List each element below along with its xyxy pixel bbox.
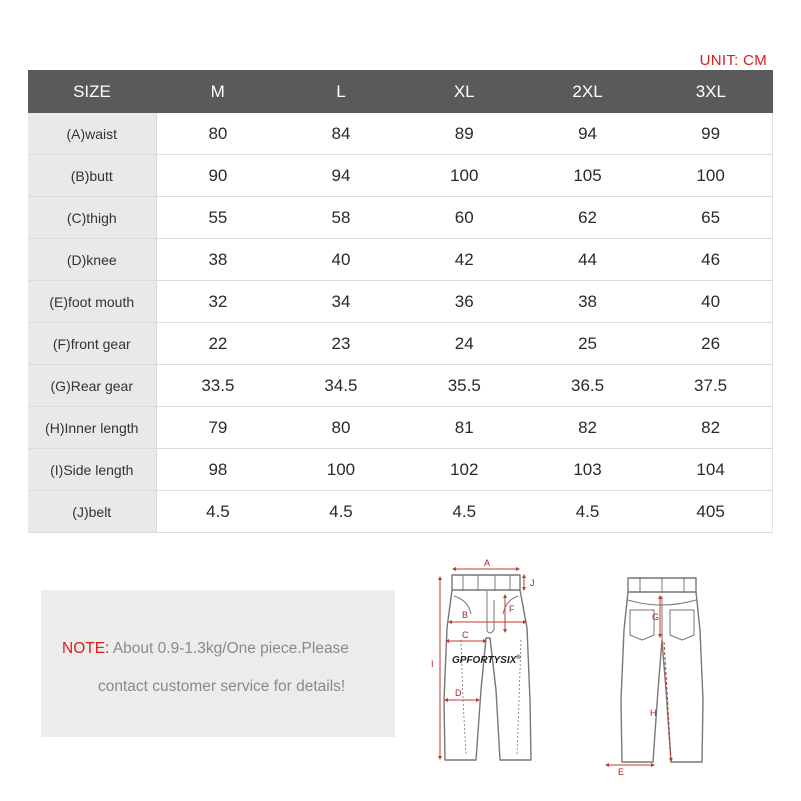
marker-b: B: [462, 610, 469, 620]
table-cell: 37.5: [649, 365, 772, 407]
marker-f: F: [509, 604, 515, 614]
header-size: SIZE: [28, 70, 156, 113]
note-label: NOTE:: [62, 640, 110, 657]
table-cell: 38: [526, 281, 649, 323]
row-label: (A)waist: [28, 113, 156, 155]
table-cell: 23: [279, 323, 402, 365]
marker-g: G: [652, 612, 660, 622]
table-cell: 4.5: [526, 491, 649, 533]
header-xl: XL: [403, 70, 526, 113]
table-cell: 42: [403, 239, 526, 281]
table-cell: 100: [649, 155, 772, 197]
marker-a: A: [484, 558, 491, 568]
table-cell: 24: [403, 323, 526, 365]
table-cell: 34.5: [279, 365, 402, 407]
table-cell: 60: [403, 197, 526, 239]
table-cell: 4.5: [279, 491, 402, 533]
table-cell: 90: [156, 155, 279, 197]
table-cell: 100: [403, 155, 526, 197]
row-label: (G)Rear gear: [28, 365, 156, 407]
table-cell: 105: [526, 155, 649, 197]
table-cell: 103: [526, 449, 649, 491]
table-cell: 65: [649, 197, 772, 239]
table-cell: 102: [403, 449, 526, 491]
row-label: (D)knee: [28, 239, 156, 281]
row-label: (B)butt: [28, 155, 156, 197]
table-cell: 44: [526, 239, 649, 281]
table-cell: 62: [526, 197, 649, 239]
table-cell: 89: [403, 113, 526, 155]
unit-label: UNIT: CM: [699, 52, 767, 69]
note-line-2: contact customer service for details!: [98, 678, 346, 695]
row-label: (F)front gear: [28, 323, 156, 365]
table-cell: 36.5: [526, 365, 649, 407]
pants-front-outline: [444, 575, 531, 760]
brand-mark: ®: [516, 655, 521, 661]
table-cell: 82: [526, 407, 649, 449]
marker-j: J: [530, 578, 535, 588]
table-cell: 82: [649, 407, 772, 449]
table-cell: 22: [156, 323, 279, 365]
marker-e: E: [618, 767, 625, 777]
table-cell: 40: [279, 239, 402, 281]
table-cell: 81: [403, 407, 526, 449]
table-cell: 84: [279, 113, 402, 155]
table-cell: 55: [156, 197, 279, 239]
marker-c: C: [462, 630, 469, 640]
table-cell: 36: [403, 281, 526, 323]
row-label: (H)Inner length: [28, 407, 156, 449]
table-cell: 25: [526, 323, 649, 365]
table-cell: 94: [279, 155, 402, 197]
table-cell: 26: [649, 323, 772, 365]
brand-name: GPFORTYSIX: [452, 655, 517, 666]
table-cell: 33.5: [156, 365, 279, 407]
marker-d: D: [455, 688, 462, 698]
table-cell: 32: [156, 281, 279, 323]
table-cell: 38: [156, 239, 279, 281]
table-cell: 46: [649, 239, 772, 281]
table-cell: 35.5: [403, 365, 526, 407]
table-cell: 34: [279, 281, 402, 323]
table-cell: 4.5: [403, 491, 526, 533]
header-3xl: 3XL: [649, 70, 772, 113]
back-dimension-lines: [607, 597, 671, 765]
marker-h: H: [650, 708, 657, 718]
row-label: (J)belt: [28, 491, 156, 533]
table-cell: 98: [156, 449, 279, 491]
header-m: M: [156, 70, 279, 113]
header-l: L: [279, 70, 402, 113]
table-cell: 80: [279, 407, 402, 449]
note-text-1: About 0.9-1.3kg/One piece.Please: [112, 640, 349, 657]
brand-logo: [452, 654, 521, 666]
table-cell: 79: [156, 407, 279, 449]
table-cell: 4.5: [156, 491, 279, 533]
row-label: (C)thigh: [28, 197, 156, 239]
table-cell: 100: [279, 449, 402, 491]
pants-back-outline: [621, 578, 703, 762]
table-cell: 104: [649, 449, 772, 491]
header-2xl: 2XL: [526, 70, 649, 113]
table-cell: 99: [649, 113, 772, 155]
table-cell: 58: [279, 197, 402, 239]
row-label: (I)Side length: [28, 449, 156, 491]
marker-i: I: [431, 659, 434, 669]
table-cell: 40: [649, 281, 772, 323]
table-cell: 405: [649, 491, 772, 533]
table-cell: 94: [526, 113, 649, 155]
table-cell: 80: [156, 113, 279, 155]
row-label: (E)foot mouth: [28, 281, 156, 323]
